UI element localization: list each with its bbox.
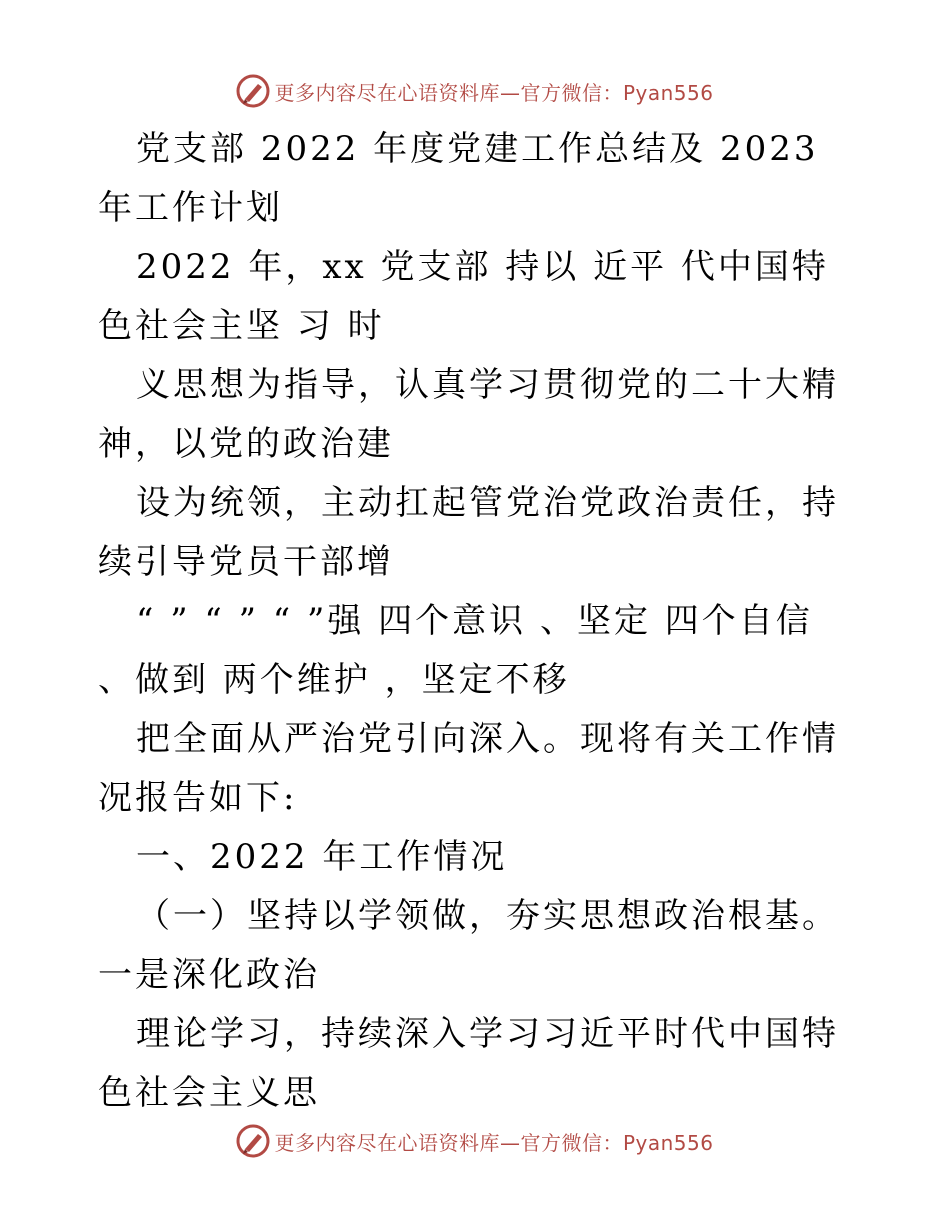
footer-banner: [0, 1121, 950, 1161]
header-banner: [0, 71, 950, 111]
paragraph-5: 把全面从严治党引向深入。现将有关工作情况报告如下:: [98, 719, 839, 818]
paragraph-2: 义思想为指导，认真学习贯彻党的二十大精神，以党的政治建: [98, 365, 839, 464]
section-heading: 一、2022 年工作情况: [136, 837, 508, 877]
paragraph-3: 设为统领，主动扛起管党治党政治责任，持续引导党员干部增: [98, 483, 839, 582]
document-title: 党支部 2022 年度党建工作总结及 2023 年工作计划: [98, 129, 819, 228]
header-banner-text: 更多内容尽在心语资料库—官方微信：Pyan556: [274, 80, 714, 105]
pen-logo-icon: [236, 1124, 270, 1158]
footer-banner-text: 更多内容尽在心语资料库—官方微信：Pyan556: [274, 1130, 714, 1155]
paragraph-4: “ ” “ ” “ ”强 四个意识 、坚定 四个自信 、做到 两个维护 ，坚定不移: [98, 601, 813, 700]
pen-logo-icon: [236, 74, 270, 108]
paragraph-1: 2022 年，xx 党支部 持以 近平 代中国特色社会主坚 习 时: [98, 247, 829, 346]
paragraph-8: 理论学习，持续深入学习习近平时代中国特色社会主义思: [98, 1014, 839, 1113]
paragraph-7: （一）坚持以学领做，夯实思想政治根基。一是深化政治: [98, 896, 839, 995]
document-body: [98, 120, 858, 1123]
